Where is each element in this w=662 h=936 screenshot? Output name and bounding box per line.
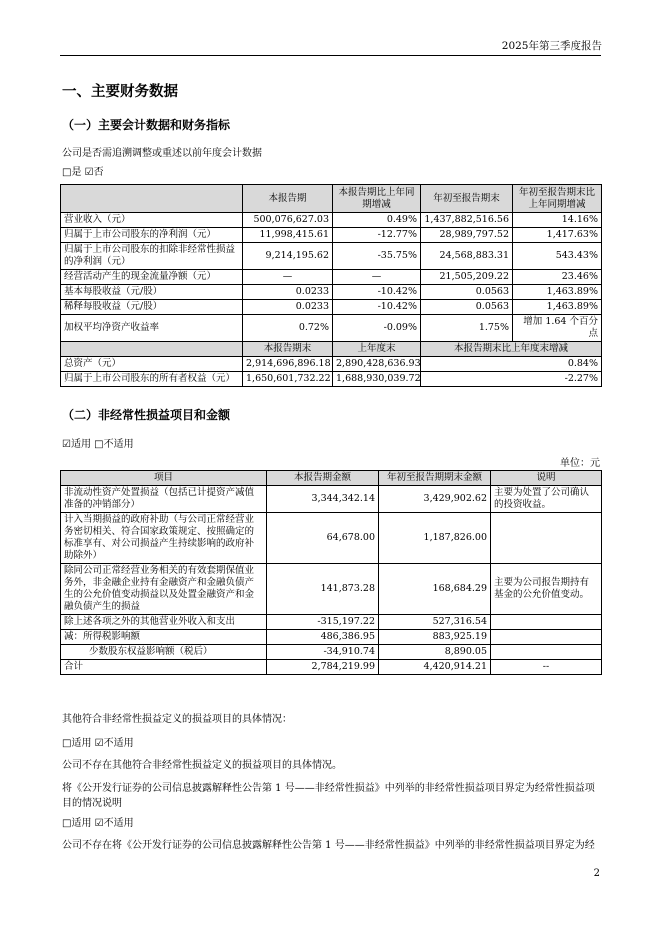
financial-indicators-table — [60, 184, 602, 387]
row-label: 营业收入（元） — [61, 213, 243, 228]
cell-value: 2,914,696,896.18 — [243, 357, 333, 372]
row-label: 归属于上市公司股东的净利润（元） — [61, 228, 243, 243]
cell-value: 1.75% — [421, 315, 513, 342]
table-row — [61, 315, 602, 342]
cell-value: 3,429,902.62 — [379, 486, 491, 513]
table-row — [61, 300, 602, 315]
cell-value: 3,344,342.14 — [267, 486, 379, 513]
cell-value: 0.72% — [243, 315, 333, 342]
cell-value: -10.42% — [333, 300, 421, 315]
reclassification-note: 将《公开发行证券的公司信息披露解释性公告第 1 号——非经常性损益》中列举的非经常性损益项目界定为经常性损益项目的情况说明 — [62, 783, 595, 809]
table-row — [61, 270, 602, 285]
cell-value: -2.27% — [421, 372, 602, 387]
cell-value: — — [243, 270, 333, 285]
cell-value: 9,214,195.62 — [243, 243, 333, 270]
header-cell: 本报告期比上年同期增减 — [333, 185, 421, 213]
cell-value: 11,998,415.61 — [243, 228, 333, 243]
cell-note: 主要为公司报告期持有基金的公允价值变动。 — [491, 564, 602, 615]
row-label: 总资产（元） — [61, 357, 243, 372]
cell-value: 21,505,209.22 — [421, 270, 513, 285]
table-subheader-row — [61, 342, 602, 357]
row-label: 稀释每股收益（元/股） — [61, 300, 243, 315]
cell-value: 168,684.29 — [379, 564, 491, 615]
cell-value: 0.0233 — [243, 300, 333, 315]
table-row — [61, 213, 602, 228]
cell-value: 64,678.00 — [267, 513, 379, 564]
header-cell — [61, 185, 243, 213]
cell-value: 2,784,219.99 — [267, 660, 379, 675]
cell-note — [491, 630, 602, 645]
cell-note — [491, 615, 602, 630]
table-row-total — [61, 660, 602, 675]
table-row — [61, 564, 602, 615]
cell-value: 4,420,914.21 — [379, 660, 491, 675]
cell-value: 14.16% — [513, 213, 602, 228]
row-label: 非流动性资产处置损益（包括已计提资产减值准备的冲销部分） — [61, 486, 267, 513]
cell-value: 500,076,627.03 — [243, 213, 333, 228]
other-items-options: □适用 ☑不适用 — [62, 738, 134, 749]
table-row — [61, 243, 602, 270]
subheader-cell: 本报告期末比上年度末增减 — [421, 342, 602, 357]
table-row — [61, 486, 602, 513]
table-header-row — [61, 185, 602, 213]
cell-value: 1,650,601,732.22 — [243, 372, 333, 387]
cell-value: 28,989,797.52 — [421, 228, 513, 243]
subheader-cell: 上年度末 — [333, 342, 421, 357]
cell-value: 23.46% — [513, 270, 602, 285]
row-label: 归属于上市公司股东的所有者权益（元） — [61, 372, 243, 387]
row-label: 减：所得税影响额 — [61, 630, 267, 645]
cell-value: — — [333, 270, 421, 285]
subheader-cell — [61, 342, 243, 357]
row-label: 除同公司正常经营业务相关的有效套期保值业务外，非金融企业持有金融资产和金融负债产生的公允价值变动损益以及处置金融资产和金融负债产生的损益 — [61, 564, 267, 615]
cell-value: 1,417.63% — [513, 228, 602, 243]
page-number: 2 — [593, 868, 600, 879]
cell-value: 增加 1.64 个百分点 — [513, 315, 602, 342]
section-title: 一、主要财务数据 — [62, 83, 178, 100]
cell-value: 527,316.54 — [379, 615, 491, 630]
cell-value: 8,890.05 — [379, 645, 491, 660]
row-label: 除上述各项之外的其他营业外收入和支出 — [61, 615, 267, 630]
cell-value: -35.75% — [333, 243, 421, 270]
header-cell: 年初至报告期末比上年同期增减 — [513, 185, 602, 213]
cell-value: 883,925.19 — [379, 630, 491, 645]
non-recurring-items-table — [60, 470, 602, 675]
cell-value: 1,437,882,516.56 — [421, 213, 513, 228]
restatement-options: □是 ☑否 — [62, 167, 104, 178]
cell-value: 0.49% — [333, 213, 421, 228]
no-other-items-statement: 公司不存在其他符合非经常性损益定义的损益项目的具体情况。 — [62, 760, 342, 771]
cell-value: -34,910.74 — [267, 645, 379, 660]
header-cell: 年初至报告期末 — [421, 185, 513, 213]
table-row — [61, 357, 602, 372]
table-header-row — [61, 471, 602, 486]
unit-label: 单位：元 — [560, 458, 600, 469]
row-label: 合计 — [61, 660, 267, 675]
cell-value: -0.09% — [333, 315, 421, 342]
restatement-question: 公司是否需追溯调整或重述以前年度会计数据 — [62, 148, 262, 159]
cell-value: 0.0563 — [421, 300, 513, 315]
row-label: 基本每股收益（元/股） — [61, 285, 243, 300]
row-label: 归属于上市公司股东的扣除非经常性损益的净利润（元） — [61, 243, 243, 270]
row-label: 经营活动产生的现金流量净额（元） — [61, 270, 243, 285]
no-reclassification-statement: 公司不存在将《公开发行证券的公司信息披露解释性公告第 1 号——非经常性损益》中列举的非经常性损益项目界定为经 — [62, 840, 595, 851]
cell-value: 1,187,826.00 — [379, 513, 491, 564]
cell-note — [491, 513, 602, 564]
report-header-title: 2025年第三季度报告 — [501, 40, 602, 52]
table-row — [61, 285, 602, 300]
applicability-options: ☑适用 □不适用 — [62, 439, 134, 450]
cell-value: -10.42% — [333, 285, 421, 300]
reclassification-options: □适用 ☑不适用 — [62, 818, 134, 829]
table-row — [61, 513, 602, 564]
cell-note: 主要为处置了公司确认的投资收益。 — [491, 486, 602, 513]
cell-value: 2,890,428,636.93 — [333, 357, 421, 372]
table-row — [61, 615, 602, 630]
cell-value: 1,463.89% — [513, 285, 602, 300]
table-row — [61, 228, 602, 243]
header-cell: 年初至报告期期末金额 — [379, 471, 491, 486]
cell-value: 24,568,883.31 — [421, 243, 513, 270]
header-cell: 说明 — [491, 471, 602, 486]
header-cell: 本报告期 — [243, 185, 333, 213]
cell-value: 0.0563 — [421, 285, 513, 300]
header-divider — [60, 55, 601, 56]
cell-value: 1,688,930,039.72 — [333, 372, 421, 387]
cell-value: 543.43% — [513, 243, 602, 270]
header-cell: 本报告期金额 — [267, 471, 379, 486]
cell-note: -- — [491, 660, 602, 675]
table-row — [61, 630, 602, 645]
table-row — [61, 645, 602, 660]
subsection-title-financial-indicators: （一）主要会计数据和财务指标 — [62, 118, 231, 132]
row-label: 计入当期损益的政府补助（与公司正常经营业务密切相关、符合国家政策规定、按照确定的标准享有、对公司损益产生持续影响的政府补助除外） — [61, 513, 267, 564]
cell-value: 0.0233 — [243, 285, 333, 300]
subsection-title-non-recurring: （二）非经常性损益项目和金额 — [62, 408, 231, 422]
cell-note — [491, 645, 602, 660]
table-row — [61, 372, 602, 387]
other-items-note: 其他符合非经常性损益定义的损益项目的具体情况： — [62, 714, 292, 725]
cell-value: 0.84% — [421, 357, 602, 372]
cell-value: -315,197.22 — [267, 615, 379, 630]
header-cell: 项目 — [61, 471, 267, 486]
cell-value: 141,873.28 — [267, 564, 379, 615]
subheader-cell: 本报告期末 — [243, 342, 333, 357]
cell-value: 486,386.95 — [267, 630, 379, 645]
cell-value: -12.77% — [333, 228, 421, 243]
row-label: 少数股东权益影响额（税后） — [61, 645, 267, 660]
row-label: 加权平均净资产收益率 — [61, 315, 243, 342]
cell-value: 1,463.89% — [513, 300, 602, 315]
